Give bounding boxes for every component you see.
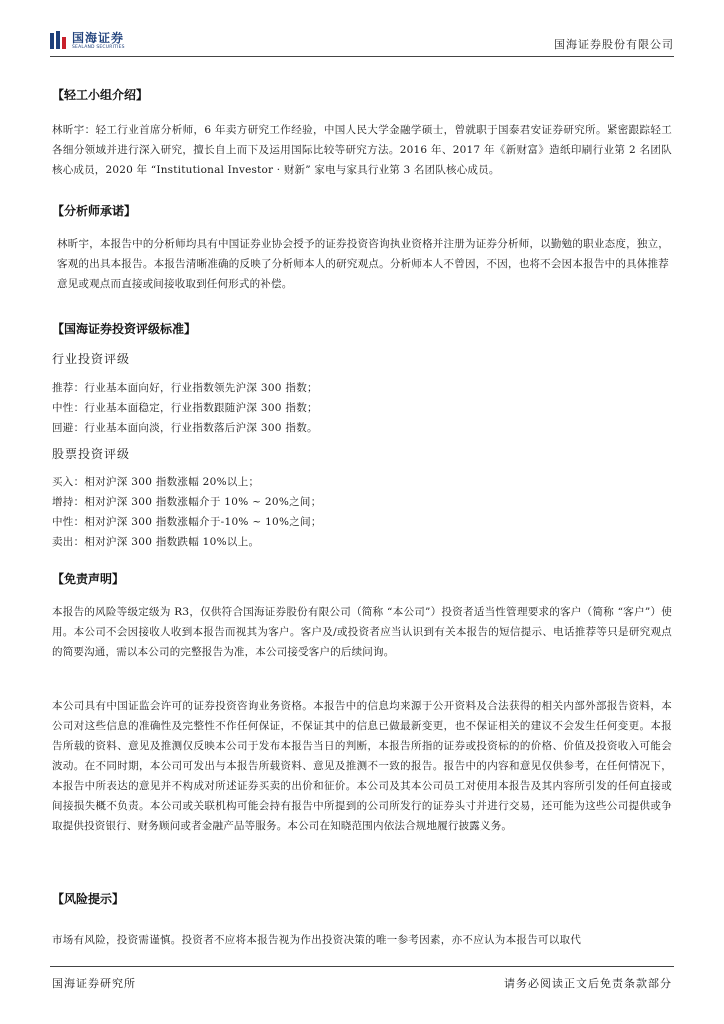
industry-rating-title: 行业投资评级 [52,352,131,366]
stock-rating-item: 增持：相对沪深 300 指数涨幅介于 10% ~ 20%之间； [52,496,322,508]
header-divider [50,56,674,57]
section-title-rating: 【国海证券投资评级标准】 [52,322,197,336]
industry-rating-item: 推荐：行业基本面向好，行业指数领先沪深 300 指数； [52,382,318,394]
disclaimer-paragraph-1: 本报告的风险等级定级为 R3，仅供符合国海证券股份有限公司（简称 “本公司”）投资者适当性管理要求的客户（简称 “客户”）使用。本公司不会因接收人收到本报告而视其为客户。客户及/或投资者应当认识到有关本报告的短信提示、电话推荐等只是研究观点的简要沟通，需以本公司的完整报告为准，本公司接受客户的后续问询。 [52,606,672,658]
logo-name-cn: 国海证券 [72,30,125,45]
section-title-disclaimer: 【免责声明】 [52,572,125,586]
footer-divider [50,966,674,967]
risk-paragraph: 市场有风险，投资需谨慎。投资者不应将本报告视为作出投资决策的唯一参考因素，亦不应认为本报告可以取代 [52,934,582,946]
section-title-commitment: 【分析师承诺】 [52,204,137,218]
section-title-team: 【轻工小组介绍】 [52,88,149,102]
industry-rating-item: 中性：行业基本面稳定，行业指数跟随沪深 300 指数； [52,402,318,414]
footer-institute: 国海证券研究所 [52,977,136,990]
page-header [50,28,674,56]
stock-rating-item: 中性：相对沪深 300 指数涨幅介于-10% ~ 10%之间； [52,516,322,528]
stock-rating-item: 买入：相对沪深 300 指数涨幅 20%以上； [52,476,260,488]
disclaimer-paragraph-2: 本公司具有中国证监会许可的证券投资咨询业务资格。本报告中的信息均来源于公开资料及合法获得的相关内部外部报告资料，本公司对这些信息的准确性及完整性不作任何保证，不保证其中的信息已做最新变更，也不保证相关的建议不会发生任何变更。本报告所载的资料、意见及推测仅反映本公司于发布本报告当日的判断，本报告所指的证券或投资标的的价格、价值及投资收入可能会波动。在不同时期，本公司可发出与本报告所载资料、意见及推测不一致的报告。报告中的内容和意见仅供参考，在任何情况下，本报告中所表达的意见并不构成对所述证券买卖的出价和征价。本公司及其本公司员工对使用本报告及其内容所引发的任何直接或间接损失概不负责。本公司或关联机构可能会持有报告中所提到的公司所发行的证券头寸并进行交易，还可能为这些公司提供或争取提供投资银行、财务顾问或者金融产品等服务。本公司在知晓范围内依法合规地履行披露义务。 [52,700,672,832]
header-company-name: 国海证券股份有限公司 [554,38,674,51]
industry-rating-item: 回避：行业基本面向淡，行业指数落后沪深 300 指数。 [52,422,318,434]
stock-rating-item: 卖出：相对沪深 300 指数跌幅 10%以上。 [52,536,260,548]
logo-name-en: SEALAND SECURITIES [72,44,125,50]
footer-notice: 请务必阅读正文后免责条款部分 [504,977,672,990]
team-intro-paragraph: 林昕宇：轻工行业首席分析师，6 年卖方研究工作经验，中国人民大学金融学硕士，曾就职于国泰君安证券研究所。紧密跟踪轻工各细分领域并进行深入研究，擅长自上而下及运用国际比较等研究方法。2016 年、2017 年《新财富》造纸印刷行业第 2 名团队核心成员，2020 年 “Institutional Investor · 财新” 家电与家具行业第 3 名团队核心成员。 [52,124,672,176]
commitment-paragraph: 林昕宇，本报告中的分析师均具有中国证券业协会授予的证券投资咨询执业资格并注册为证券分析师，以勤勉的职业态度，独立，客观的出具本报告。本报告清晰准确的反映了分析师本人的研究观点。分析师本人不曾因，不因，也将不会因本报告中的具体推荐意见或观点而直接或间接收取到任何形式的补偿。 [57,238,669,290]
section-title-risk: 【风险提示】 [52,892,125,906]
logo-mark-icon [50,31,68,51]
company-logo [50,28,125,54]
stock-rating-title: 股票投资评级 [52,447,131,461]
